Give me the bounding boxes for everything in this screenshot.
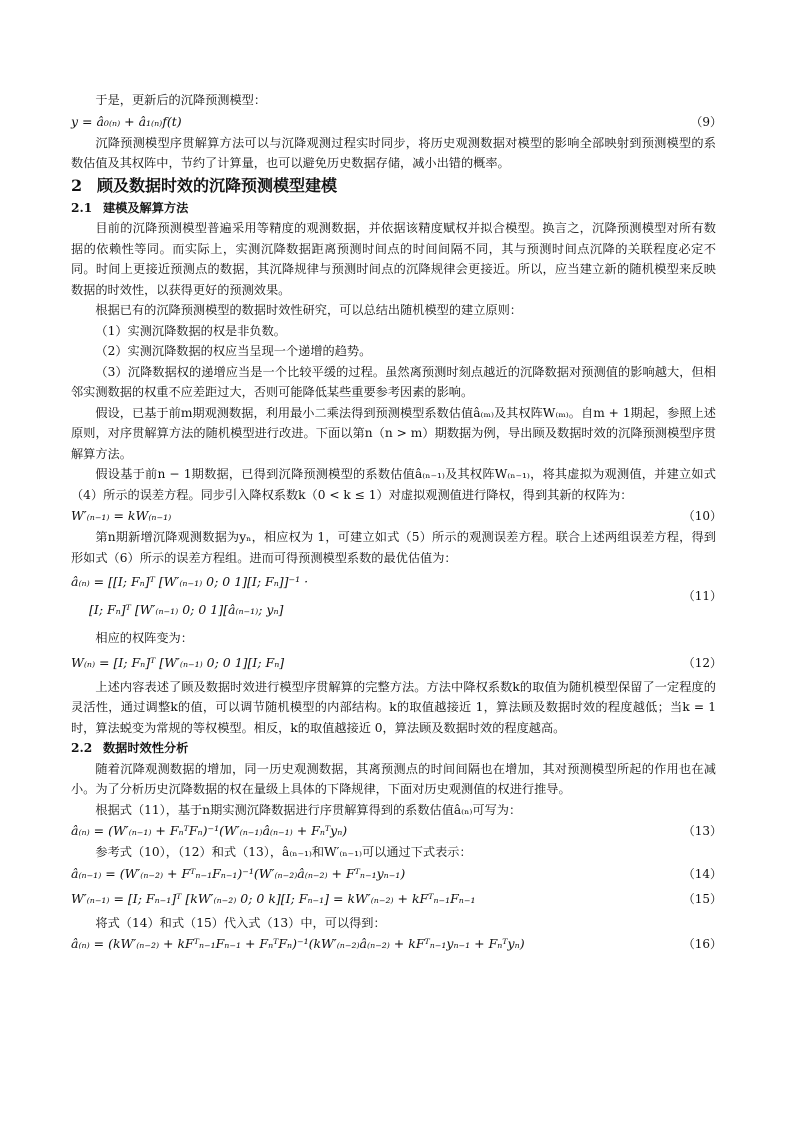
principle-2: （2）实测沉降数据的权应当呈现一个递增的趋势。 xyxy=(95,344,372,358)
equation-9-number: （9） xyxy=(690,114,722,129)
paper-page xyxy=(71,90,722,955)
equation-10-body: W′₍ₙ₋₁₎ = kW₍ₙ₋₁₎ xyxy=(71,508,172,523)
section-2-1-heading xyxy=(71,198,716,219)
equation-15-number: （15） xyxy=(682,891,722,906)
section-2-2-number: 2.2 xyxy=(71,741,93,755)
section-2-2-title: 数据时效性分析 xyxy=(103,741,189,755)
equation-13-number: （13） xyxy=(682,824,722,838)
equation-14 xyxy=(71,863,722,885)
paragraph-9: 根据式（11），基于n期实测沉降数据进行序贯解算得到的系数估值â₍ₙ₎可写为： xyxy=(95,802,522,817)
equation-14-number: （14） xyxy=(682,866,722,881)
equation-12-body: W₍ₙ₎ = [I; Fₙ]ᵀ [W′₍ₙ₋₁₎ 0; 0 1][I; Fₙ] xyxy=(71,654,285,670)
principle-3: （3）沉降数据权的递增应当是一个比较平缓的过程。虽然离预测时刻点越近的沉降数据对预测值的影响越大，但相邻实测数据的权重不应差距过大，否则可能降低某些重要参考因素的影响。 xyxy=(71,364,716,399)
paragraph-5: 第n期新增沉降观测数据为yₙ，相应权为 1，可建立如式（5）所示的观测误差方程。联合上述两组误差方程，得到形如式（6）所示的误差方程组。进而可得预测模型系数的最优估值为： xyxy=(71,530,716,565)
section-2-1-number: 2.1 xyxy=(71,200,93,215)
equation-11-line-1: â₍ₙ₎ = [[I; Fₙ]ᵀ [W′₍ₙ₋₁₎ 0; 0 1][I; Fₙ]]⁻¹ · xyxy=(71,574,309,589)
equation-9-body: y = â₀₍ₙ₎ + â₁₍ₙ₎f(t) xyxy=(71,113,182,129)
paragraph-4: 假设基于前n − 1期数据，已得到沉降预测模型的系数估值â₍ₙ₋₁₎及其权阵W₍ₙ₋₁₎，将其虚拟为观测值，并建立如式（4）所示的误差方程。同步引入降权系数k（0 < k ≤ 1）对虚拟观测值进行降权，得到其新的权阵为： xyxy=(71,467,716,502)
section-2-heading xyxy=(71,174,716,198)
equation-15-body: W′₍ₙ₋₁₎ = [I; Fₙ₋₁]ᵀ [kW′₍ₙ₋₂₎ 0; 0 k][I; Fₙ₋₁] = kW′₍ₙ₋₂₎ + kFᵀₙ₋₁Fₙ₋₁ xyxy=(71,890,476,906)
equation-10-number: （10） xyxy=(682,509,722,523)
equation-16-number: （16） xyxy=(682,937,722,951)
intro-paragraph: 于是，更新后的沉降预测模型： xyxy=(95,93,267,107)
section-2-title: 顾及数据时效的沉降预测模型建模 xyxy=(97,175,338,195)
section-2-2-heading xyxy=(71,738,716,759)
paragraph-2: 根据已有的沉降预测模型的数据时效性研究，可以总结出随机模型的建立原则： xyxy=(95,303,522,317)
principle-1: （1）实测沉降数据的权是非负数。 xyxy=(95,323,286,338)
paragraph-after-eq9: 沉降预测模型序贯解算方法可以与沉降观测过程实时同步，将历史观测数据对模型的影响全部映射到预测模型的系数估值及其权阵中，节约了计算量，也可以避免历史数据存储，减小出错的概率。 xyxy=(71,135,716,170)
section-2-number: 2 xyxy=(71,175,83,195)
equation-11-line-2: [I; Fₙ]ᵀ [W′₍ₙ₋₁₎ 0; 0 1][â₍ₙ₋₁₎; yₙ] xyxy=(89,602,284,617)
paragraph-10: 参考式（10），（12）和式（13），â₍ₙ₋₁₎和W′₍ₙ₋₁₎可以通过下式表示： xyxy=(95,845,472,859)
equation-10 xyxy=(71,505,722,527)
equation-16 xyxy=(71,933,722,955)
paragraph-7: 上述内容表述了顾及数据时效进行模型序贯解算的完整方法。方法中降权系数k的取值为随机模型保留了一定程度的灵活性，通过调整k的值，可以调节随机模型的内部结构。k的取值越接近 1，算法顾及数据时效的程度越低；当k = 1时，算法蜕变为常规的等权模型。相反，k的取值越接近 0，算法顾及数据时效的程度越高。 xyxy=(71,679,716,735)
paragraph-11: 将式（14）和式（15）代入式（13）中，可以得到： xyxy=(95,915,386,930)
equation-12 xyxy=(71,649,722,677)
equation-14-body: â₍ₙ₋₁₎ = (W′₍ₙ₋₂₎ + Fᵀₙ₋₁Fₙ₋₁)⁻¹(W′₍ₙ₋₂₎â₍ₙ₋₂₎ + Fᵀₙ₋₁yₙ₋₁) xyxy=(71,865,406,881)
equation-11 xyxy=(71,568,722,628)
equation-16-body: â₍ₙ₎ = (kW′₍ₙ₋₂₎ + kFᵀₙ₋₁Fₙ₋₁ + FₙᵀFₙ)⁻¹(kW′₍ₙ₋₂₎â₍ₙ₋₂₎ + kFᵀₙ₋₁yₙ₋₁ + Fₙᵀyₙ) xyxy=(71,936,525,951)
paragraph-8: 随着沉降观测数据的增加，同一历史观测数据，其离预测点的时间间隔也在增加，其对预测模型所起的作用也在减小。为了分析历史沉降数据的权在量级上具体的下降规律，下面对历史观测值的权进行推导。 xyxy=(71,761,716,796)
equation-15 xyxy=(71,885,722,913)
equation-13-body: â₍ₙ₎ = (W′₍ₙ₋₁₎ + FₙᵀFₙ)⁻¹(W′₍ₙ₋₁₎â₍ₙ₋₁₎ + Fₙᵀyₙ) xyxy=(71,823,348,838)
section-2-1-title: 建模及解算方法 xyxy=(103,200,189,215)
paragraph-1: 目前的沉降预测模型普遍采用等精度的观测数据，并依据该精度赋权并拟合模型。换言之，沉降预测模型对所有数据的依赖性等同。而实际上，实测沉降数据距离预测时间点的时间间隔不同，其与预测时间点沉降的关联程度必定不同。时间上更接近预测点的数据，其沉降规律与预测时间点的沉降规律会更接近。所以，应当建立新的随机模型来反映数据的时效性，以获得更好的预测效果。 xyxy=(71,221,716,297)
paragraph-3: 假设，已基于前m期观测数据，利用最小二乘法得到预测模型系数估值â₍ₘ₎及其权阵W₍ₘ₎。自m + 1期起，参照上述原则，对序贯解算方法的随机模型进行改进。下面以第n（n > m）期数据为例，导出顾及数据时效的沉降预测模型序贯解算方法。 xyxy=(71,405,716,461)
equation-12-number: （12） xyxy=(682,655,722,670)
equation-13 xyxy=(71,820,722,842)
equation-11-number: （11） xyxy=(682,589,722,603)
paragraph-6: 相应的权阵变为： xyxy=(95,631,193,645)
equation-9 xyxy=(71,111,722,133)
